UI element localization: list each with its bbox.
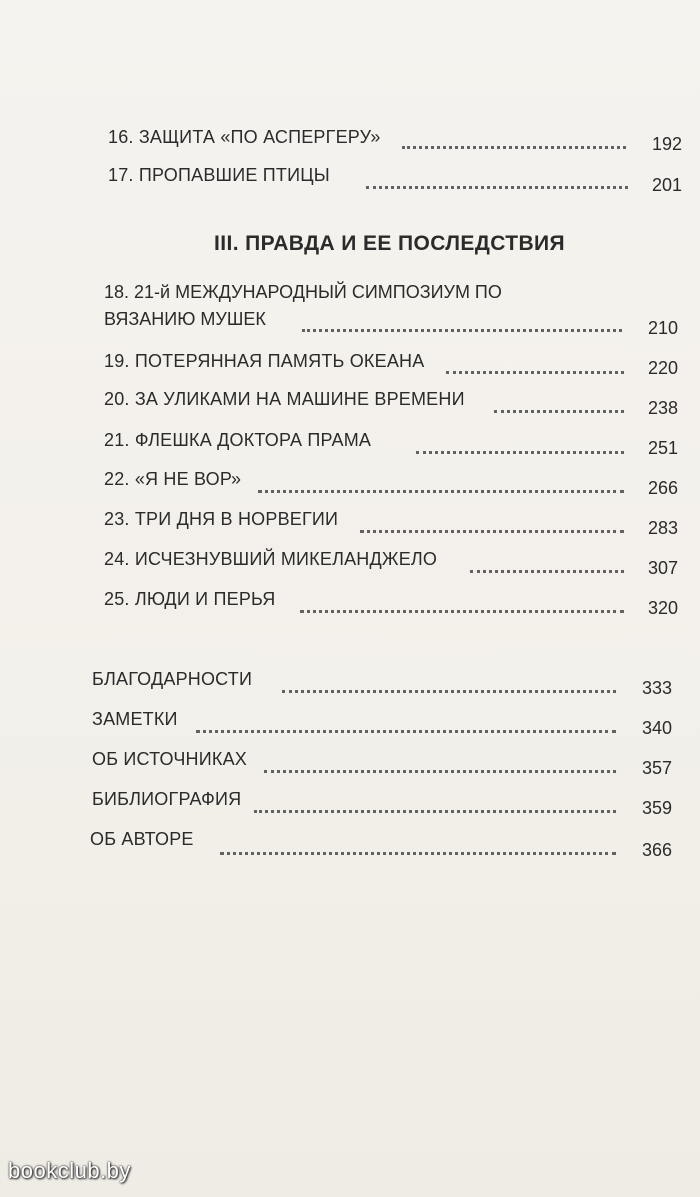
toc-entry-title: 20. ЗА УЛИКАМИ НА МАШИНЕ ВРЕМЕНИ — [104, 389, 465, 409]
dot-leader — [300, 600, 624, 613]
section-heading: III. ПРАВДА И ЕЕ ПОСЛЕДСТВИЯ — [214, 232, 566, 255]
toc-entry-title: 24. ИСЧЕЗНУВШИЙ МИКЕЛАНДЖЕЛО — [104, 549, 438, 569]
dot-leader — [366, 176, 628, 189]
toc-page-number: 283 — [647, 518, 678, 538]
toc-entry-18-line1: 18. 21-й МЕЖДУНАРОДНЫЙ СИМПОЗИУМ ПО — [104, 282, 502, 302]
toc-entry-17 — [108, 166, 330, 184]
toc-page-number: 220 — [647, 358, 678, 378]
toc-page-number: 192 — [651, 134, 682, 154]
dot-leader — [258, 480, 624, 493]
toc-entry-16 — [108, 128, 381, 146]
toc-page-number: 366 — [641, 840, 672, 860]
toc-page-number: 266 — [647, 478, 678, 498]
toc-page-number: 251 — [647, 438, 678, 458]
dot-leader — [254, 800, 616, 813]
toc-entry-title: ОБ АВТОРЕ — [90, 829, 194, 849]
toc-page-number: 210 — [647, 318, 678, 338]
toc-entry-title: 22. «Я НЕ ВОР» — [104, 469, 242, 489]
toc-entry-24 — [104, 550, 437, 568]
toc-page-number: 359 — [641, 798, 672, 818]
toc-entry-title: 16. ЗАЩИТА «ПО АСПЕРГЕРУ» — [108, 127, 381, 147]
dot-leader — [416, 441, 624, 454]
toc-entry-21 — [104, 431, 371, 449]
dot-leader — [302, 319, 622, 332]
dot-leader — [446, 361, 624, 374]
dot-leader — [494, 400, 624, 413]
toc-entry-title: БЛАГОДАРНОСТИ — [92, 669, 253, 689]
toc-entry-19 — [104, 352, 424, 370]
toc-entry-sources — [92, 750, 247, 768]
toc-entry-23 — [104, 510, 338, 528]
toc-page-number: 238 — [647, 398, 678, 418]
toc-entry-about-author — [90, 830, 194, 848]
toc-entry-title: БИБЛИОГРАФИЯ — [92, 789, 242, 809]
dot-leader — [220, 842, 616, 855]
toc-entry-notes — [92, 710, 178, 728]
dot-leader — [196, 720, 616, 733]
toc-entry-title: 25. ЛЮДИ И ПЕРЬЯ — [104, 589, 276, 609]
toc-page-number: 357 — [641, 758, 672, 778]
toc-page-number: 307 — [647, 558, 678, 578]
toc-entry-title: ОБ ИСТОЧНИКАХ — [92, 749, 247, 769]
site-watermark: bookclub.by — [8, 1158, 131, 1183]
dot-leader — [470, 560, 624, 573]
toc-entry-title: ЗАМЕТКИ — [92, 709, 178, 729]
toc-entry-title: 21. ФЛЕШКА ДОКТОРА ПРАМА — [104, 430, 372, 450]
toc-entry-title: 19. ПОТЕРЯННАЯ ПАМЯТЬ ОКЕАНА — [104, 351, 425, 371]
dot-leader — [264, 760, 616, 773]
toc-page-number: 340 — [641, 718, 672, 738]
toc-entry-title: 17. ПРОПАВШИЕ ПТИЦЫ — [108, 165, 330, 185]
dot-leader — [402, 136, 626, 149]
dot-leader — [360, 520, 624, 533]
toc-page-number: 333 — [641, 678, 672, 698]
toc-entry-title: 23. ТРИ ДНЯ В НОРВЕГИИ — [104, 509, 339, 529]
dot-leader — [282, 680, 616, 693]
toc-page-number: 201 — [651, 175, 682, 195]
toc-page-number: 320 — [647, 598, 678, 618]
toc-entry-18-line2: ВЯЗАНИЮ МУШЕК — [104, 309, 266, 329]
toc-entry-bibliography — [92, 790, 241, 808]
toc-entry-22 — [104, 470, 241, 488]
toc-entry-acknowledgements — [92, 670, 252, 688]
toc-entry-25 — [104, 590, 275, 608]
toc-entry-20 — [104, 390, 465, 408]
